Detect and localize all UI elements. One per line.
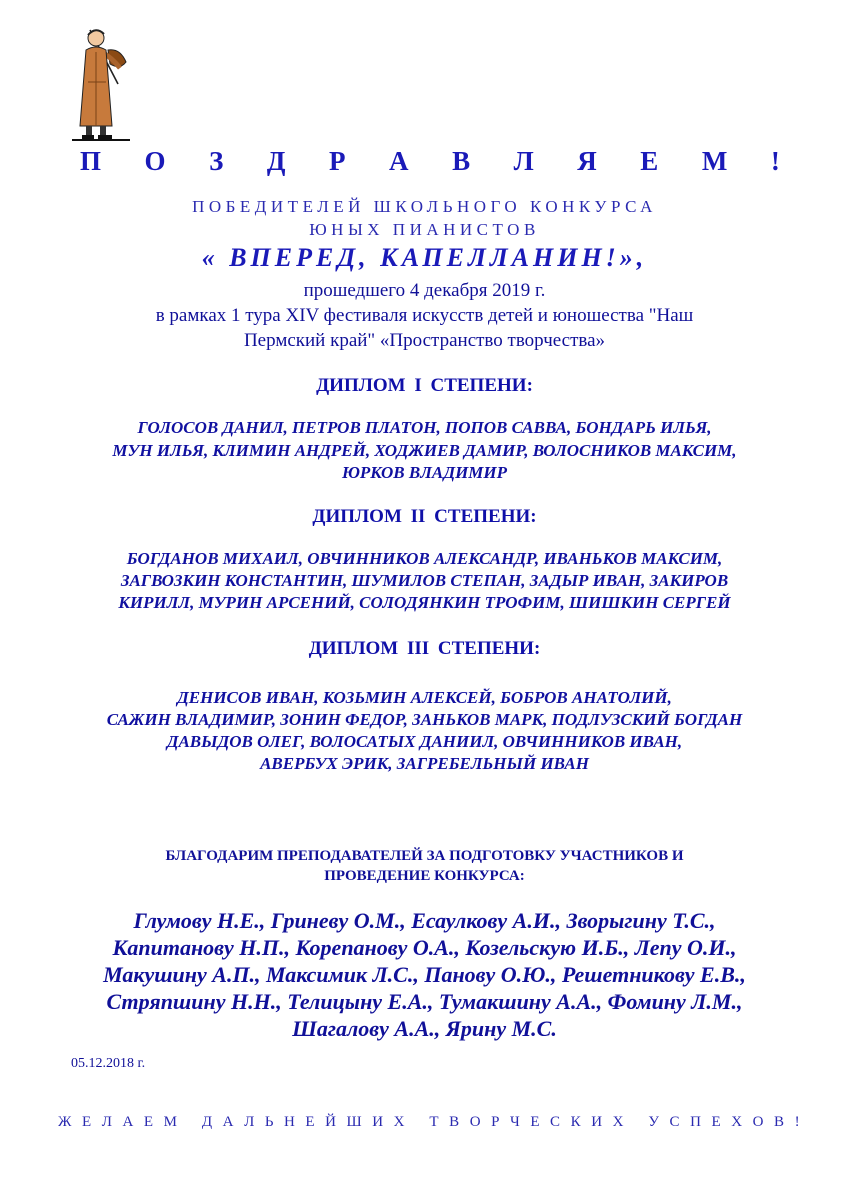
letter: Я xyxy=(577,146,597,176)
letter: Х xyxy=(731,1114,743,1130)
letter xyxy=(188,1114,192,1136)
letter xyxy=(415,1114,419,1136)
diploma-3-names-line: САЖИН ВЛАДИМИР, ЗОНИН ФЕДОР, ЗАНЬКОВ МАРК, ПОДЛУЗСКИЙ БОГДАН xyxy=(106,710,743,729)
letter: Ж xyxy=(58,1114,72,1130)
letter: М xyxy=(163,1114,177,1130)
letter: Е xyxy=(305,1114,315,1130)
diploma-2-title: ДИПЛОМ II СТЕПЕНИ: xyxy=(312,506,537,527)
diploma-3-names-line: ДАВЫДОВ ОЛЕГ, ВОЛОСАТЫХ ДАНИИЛ, ОВЧИННИКОВ ИВАН, xyxy=(166,732,683,751)
letter: О xyxy=(469,1114,481,1130)
letter: В xyxy=(774,1114,785,1130)
diploma-3-names-line: АВЕРБУХ ЭРИК, ЗАГРЕБЕЛЬНЫЙ ИВАН xyxy=(260,754,589,773)
letter: Ь xyxy=(264,1114,274,1130)
letter: Й xyxy=(325,1114,336,1130)
teachers-line: Глумову Н.Е., Гриневу О.М., Есаулкову А.И., Зворыгину Т.С., xyxy=(133,908,716,933)
diploma-1-names-line: ЮРКОВ ВЛАДИМИР xyxy=(341,463,508,482)
teachers-line: Стряпшину Н.Н., Телицыну Е.А., Тумакшину А.А., Фомину Л.М., xyxy=(106,989,743,1014)
letter: М xyxy=(701,146,728,176)
info-line-3: Пермский край" «Пространство творчества» xyxy=(243,330,606,351)
letter: О xyxy=(752,1114,764,1130)
letter: И xyxy=(591,1114,603,1130)
letter: ! xyxy=(770,146,780,176)
letter: Е xyxy=(143,1114,154,1130)
headline xyxy=(80,146,780,180)
footer-wish xyxy=(58,1114,800,1136)
teachers-line: Капитанову Н.П., Корепанову О.А., Козельскую И.Б., Лепу О.И., xyxy=(112,935,737,960)
letter: Х xyxy=(612,1114,624,1130)
violinist-icon xyxy=(68,22,138,142)
letter: Е xyxy=(82,1114,92,1130)
letter: Х xyxy=(393,1114,405,1130)
letter: К xyxy=(570,1114,581,1130)
letter: У xyxy=(648,1114,659,1130)
letter: И xyxy=(372,1114,384,1130)
letter: Р xyxy=(491,1114,500,1130)
letter: Е xyxy=(640,146,659,176)
letter: П xyxy=(690,1114,701,1130)
letter: Н xyxy=(284,1114,295,1130)
letter: З xyxy=(209,146,224,176)
letter: С xyxy=(550,1114,561,1130)
letter: В xyxy=(452,146,471,176)
thanks-line: БЛАГОДАРИМ ПРЕПОДАВАТЕЛЕЙ ЗА ПОДГОТОВКУ УЧАСТНИКОВ И xyxy=(165,848,684,864)
letter: Ш xyxy=(346,1114,362,1130)
letter: Л xyxy=(101,1114,112,1130)
letter: Е xyxy=(530,1114,540,1130)
document-date: 05.12.2018 г. xyxy=(71,1056,146,1071)
diploma-3-title: ДИПЛОМ III СТЕПЕНИ: xyxy=(308,638,541,659)
diploma-2-names-line: БОГДАНОВ МИХАИЛ, ОВЧИННИКОВ АЛЕКСАНДР, ИВАНЬКОВ МАКСИМ, xyxy=(126,549,723,568)
letter: А xyxy=(222,1114,234,1130)
letter: Ч xyxy=(510,1114,520,1130)
info-line-2: в рамках 1 тура XIV фестиваля искусств детей и юношества "Наш xyxy=(155,305,694,326)
letter: Т xyxy=(429,1114,439,1130)
letter: В xyxy=(449,1114,460,1130)
letter: С xyxy=(669,1114,680,1130)
info-line-1: прошедшего 4 декабря 2019 г. xyxy=(303,280,546,301)
teachers-line: Макушину А.П., Максимик Л.С., Панову О.Ю., Решетникову Е.В., xyxy=(103,962,746,987)
diploma-2-names-line: ЗАГВОЗКИН КОНСТАНТИН, ШУМИЛОВ СТЕПАН, ЗАДЫР ИВАН, ЗАКИРОВ xyxy=(120,571,729,590)
letter: Л xyxy=(244,1114,255,1130)
letter: П xyxy=(80,146,102,176)
diploma-1-title: ДИПЛОМ I СТЕПЕНИ: xyxy=(316,375,533,396)
letter: Д xyxy=(266,146,286,176)
letter: А xyxy=(122,1114,134,1130)
letter: Л xyxy=(513,146,534,176)
letter: А xyxy=(389,146,409,176)
subtitle-line-2: ЮНЫХ ПИАНИСТОВ xyxy=(309,220,540,239)
contest-name: « ВПЕРЕД, КАПЕЛЛАНИН!», xyxy=(201,243,648,272)
diploma-2-names-line: КИРИЛЛ, МУРИН АРСЕНИЙ, СОЛОДЯНКИН ТРОФИМ, ШИШКИН СЕРГЕЙ xyxy=(118,593,731,612)
diploma-1-names-line: ГОЛОСОВ ДАНИЛ, ПЕТРОВ ПЛАТОН, ПОПОВ САВВА, БОНДАРЬ ИЛЬЯ, xyxy=(137,418,712,437)
thanks-line: ПРОВЕДЕНИЕ КОНКУРСА: xyxy=(324,868,525,884)
letter: О xyxy=(144,146,166,176)
letter: Р xyxy=(329,146,346,176)
subtitle-line-1: ПОБЕДИТЕЛЕЙ ШКОЛЬНОГО КОНКУРСА xyxy=(192,197,657,216)
diploma-1-names-line: МУН ИЛЬЯ, КЛИМИН АНДРЕЙ, ХОДЖИЕВ ДАМИР, ВОЛОСНИКОВ МАКСИМ, xyxy=(112,441,737,460)
letter: Д xyxy=(201,1114,213,1130)
letter: Е xyxy=(711,1114,721,1130)
diploma-3-names-line: ДЕНИСОВ ИВАН, КОЗЬМИН АЛЕКСЕЙ, БОБРОВ АНАТОЛИЙ, xyxy=(177,688,672,707)
letter: ! xyxy=(794,1114,800,1130)
teachers-line: Шагалову А.А., Ярину М.С. xyxy=(292,1016,557,1041)
letter xyxy=(634,1114,638,1136)
